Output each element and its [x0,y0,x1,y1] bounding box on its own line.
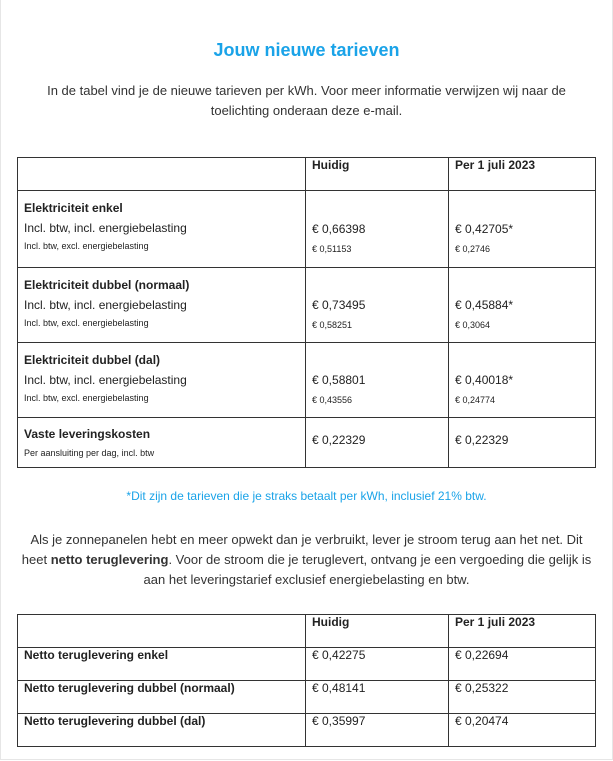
row-sub-incl: Incl. btw, incl. energiebelasting [24,221,187,235]
new-value: € 0,22329 [455,433,509,447]
table-row [18,343,596,418]
row-name: Elektriciteit enkel [24,201,123,215]
new-excl-value: € 0,24774 [455,395,496,405]
footnote: *Dit zijn de tarieven die je straks betaalt per kWh, inclusief 21% btw. [126,489,487,503]
header-empty [18,158,306,191]
para-text-after: . Voor de stroom die je teruglevert, ontvang je een vergoeding die gelijk is aan het leveringstarief exclusief energiebelasting en btw. [143,552,592,587]
new-incl-value: € 0,40018* [455,373,514,387]
row-sub-incl: Incl. btw, incl. energiebelasting [24,298,187,312]
current-incl-value: € 0,73495 [312,298,366,312]
table-row [18,191,596,268]
explanation-paragraph [20,530,593,590]
header-current: Huidig [306,615,449,648]
row-name: Netto teruglevering dubbel (normaal) [18,681,306,714]
table-row [18,268,596,343]
intro-text: In de tabel vind je de nieuwe tarieven per kWh. Voor meer informatie verwijzen wij naar de toelichting onderaan deze e-mail. [47,83,566,118]
current-value: € 0,35997 [306,714,449,747]
table-row [18,648,596,681]
new-value: € 0,20474 [449,714,596,747]
para-bold-term: netto teruglevering [50,552,169,567]
current-excl-value: € 0,43556 [312,395,353,405]
row-sub-excl: Incl. btw, excl. energiebelasting [24,393,149,403]
new-incl-value: € 0,45884* [455,298,514,312]
para-text-before: Als je zonnepanelen hebt en meer opwekt dan je verbruikt, lever je stroom terug aan het net. Dit heet [21,532,583,567]
new-excl-value: € 0,2746 [455,244,491,254]
current-incl-value: € 0,66398 [312,222,366,236]
current-excl-value: € 0,51153 [312,244,352,254]
row-name: Vaste leveringskosten [24,427,151,441]
row-name: Elektriciteit dubbel (dal) [24,353,161,367]
page-title: Jouw nieuwe tarieven [213,40,400,60]
header-new: Per 1 juli 2023 [449,615,596,648]
table-header-row [18,615,596,648]
row-sub-note: Per aansluiting per dag, incl. btw [24,448,155,458]
row-name: Netto teruglevering dubbel (dal) [18,714,306,747]
table-row [18,681,596,714]
current-incl-value: € 0,58801 [312,373,366,387]
row-sub-excl: Incl. btw, excl. energiebelasting [24,318,149,328]
row-name: Netto teruglevering enkel [18,648,306,681]
tariff-table [17,157,596,468]
table-row [18,418,596,468]
new-incl-value: € 0,42705* [455,222,514,236]
new-excl-value: € 0,3064 [455,320,491,330]
table-header-row [18,158,596,191]
header-new: Per 1 juli 2023 [449,158,596,191]
current-value: € 0,22329 [312,433,366,447]
table-row [18,714,596,747]
new-value: € 0,25322 [449,681,596,714]
header-current: Huidig [306,158,449,191]
current-excl-value: € 0,58251 [312,320,353,330]
current-value: € 0,42275 [306,648,449,681]
row-sub-excl: Incl. btw, excl. energiebelasting [24,241,149,251]
row-name: Elektriciteit dubbel (normaal) [24,278,190,292]
header-empty [18,615,306,648]
new-value: € 0,22694 [449,648,596,681]
feed-in-table [17,614,596,747]
row-sub-incl: Incl. btw, incl. energiebelasting [24,373,187,387]
current-value: € 0,48141 [306,681,449,714]
